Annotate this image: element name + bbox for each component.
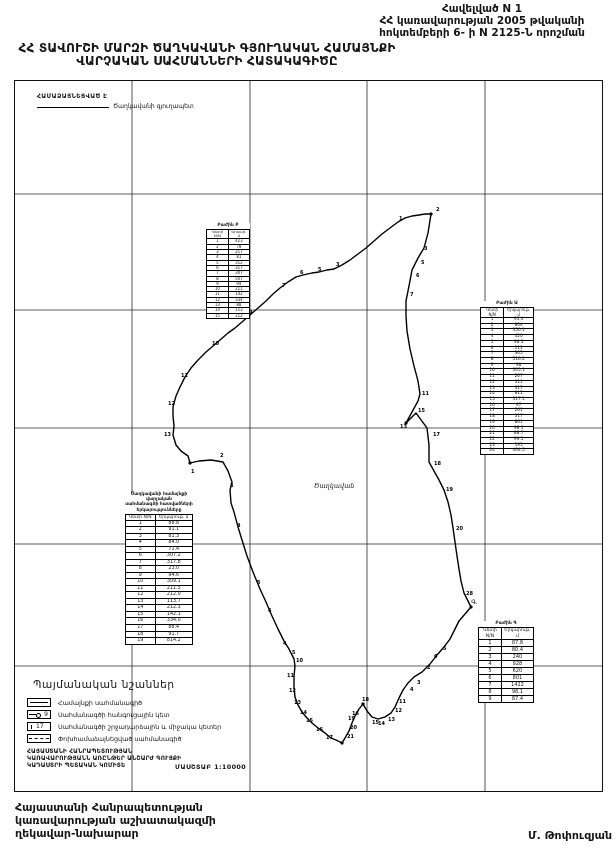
table-row: 16 97 <box>481 403 534 409</box>
table-row: 14 113 <box>207 308 250 313</box>
boundary-point-label: 15 <box>418 408 425 414</box>
column-header: Կետի N/N <box>479 628 502 640</box>
column-header: Կետի N/N <box>126 514 156 520</box>
table-row: 14 811 <box>481 392 534 398</box>
legend-title: Պայմանական նշաններ <box>33 679 175 691</box>
boundary-point-label: 11 <box>287 673 294 679</box>
table-title: Բաժին Գ <box>495 621 517 626</box>
map-frame <box>14 80 603 792</box>
table-row: 2 78 <box>207 244 250 249</box>
approval-label: ՀԱՄԱՁԱՅՆԵՑՎԱԾ Է <box>37 93 108 100</box>
boundary-point-label: 17 <box>433 432 440 438</box>
column-header: Կետի N/N <box>481 308 504 318</box>
table-row: 6 307.2 <box>126 553 193 560</box>
coords-table-section-b <box>206 223 253 319</box>
table-row: 15 317.1 <box>481 398 534 404</box>
table-row: 3 240 <box>479 654 534 661</box>
boundary-point-label: 11 <box>181 373 188 379</box>
symbol-number: 9 <box>44 710 48 718</box>
table-row: 4 84.0 <box>126 540 193 547</box>
table-row: 13 88 <box>207 303 250 308</box>
signatory-line: Հայաստանի Հանրապետության <box>15 801 203 814</box>
table-row: 10 309.1 <box>126 579 193 586</box>
legend-item-label: Փոխհամաձայնեցված սահմանագիծ <box>58 734 182 743</box>
boundary-point-label: 12 <box>289 688 296 694</box>
boundary-point-label: 2 <box>436 207 440 213</box>
turn-points-icon <box>27 722 51 731</box>
boundary-point-label: 5 <box>292 650 296 656</box>
table-title: Բաժին Բ <box>217 223 239 228</box>
signature-blank-line <box>37 101 109 108</box>
appendix-line: հոկտեմբերի 6- ի N 2125-Ն որոշման <box>379 26 585 39</box>
boundary-point-label: 2 <box>220 453 224 459</box>
legend-item <box>27 722 265 731</box>
boundary-point-label: 9 <box>249 310 253 316</box>
node-point-icon <box>27 710 51 719</box>
table-row: 13 113.7 <box>126 598 193 605</box>
boundary-point-label: 4 <box>410 687 414 693</box>
table-row: 11 207 <box>481 375 534 381</box>
table-row: 1 95.4 <box>481 317 534 323</box>
legend-item <box>27 734 265 743</box>
boundary-point-label: 12 <box>395 708 402 714</box>
boundary-point-label: 6 <box>268 608 272 614</box>
coords-table-section-a <box>480 301 534 455</box>
boundary-point-label: 13 <box>294 700 301 706</box>
boundary-node-point <box>188 461 191 464</box>
table-title: Բաժին Ա <box>496 301 518 306</box>
column-header: Երկարութ. մ <box>155 514 192 520</box>
table-row: 9 98 <box>481 363 534 369</box>
coordinate-table <box>125 514 193 645</box>
table-row: 9 94.6 <box>126 572 193 579</box>
boundary-point-label: 12 <box>168 401 175 407</box>
table-row: 15 142.1 <box>126 611 193 618</box>
appendix-line: Հավելված N 1 <box>441 3 523 15</box>
village-label: Ծաղկավան <box>314 482 355 490</box>
boundary-point-label: 10 <box>296 658 303 664</box>
boundary-point-label: 14 <box>378 721 385 727</box>
legend-item <box>27 698 265 707</box>
scale-label: ՄԱՍՇՏԱԲ 1:10000 <box>175 763 247 771</box>
table-row: 7 1422 <box>479 682 534 689</box>
signatory-line: կառավարության աշխատակազմի <box>15 814 216 828</box>
boundary-point-label: 28 <box>466 591 473 597</box>
boundary-node-point <box>429 212 432 215</box>
coords-table-section-g <box>478 621 534 703</box>
approval-signature-line <box>37 101 194 111</box>
table-row: 2 91.1 <box>126 527 193 534</box>
table-row: 18 317 <box>481 415 534 421</box>
table-row: 5 312 <box>207 260 250 265</box>
boundary-point-label: 20 <box>350 725 357 731</box>
table-row: 24 404.5 <box>481 449 534 455</box>
boundary-point-label: 14 <box>300 710 307 716</box>
boundary-point-label: 16 <box>352 711 359 717</box>
boundary-lengths-table <box>125 492 193 645</box>
boundary-point-label: 3 <box>424 246 428 252</box>
table-row: 9 94 <box>207 281 250 286</box>
table-row: 14 212.3 <box>126 605 193 612</box>
table-row: 8 98.1 <box>479 689 534 696</box>
boundary-node-point <box>340 741 343 744</box>
boundary-point-label: 19 <box>446 487 453 493</box>
boundary-point-label: 7 <box>410 292 414 298</box>
table-row: 7 305 <box>481 352 534 358</box>
table-row: 3 81.3 <box>126 533 193 540</box>
table-row: 7 317.8 <box>126 559 193 566</box>
table-row: 22 99.1 <box>481 438 534 444</box>
table-row: 15 212 <box>207 313 250 318</box>
page-title-line-2: ՎԱՐՉԱԿԱՆ ՍԱՀՄԱՆՆԵՐԻ ՀԱՏԱԿԱԳԻԾԸ <box>76 54 338 69</box>
table-row: 19 861 <box>481 420 534 426</box>
signature-name: Մ. Թոփուզյան <box>528 829 613 842</box>
boundary-point-label: 6 <box>434 654 438 660</box>
table-row: 9 87.4 <box>479 696 534 703</box>
column-header: Երկարութ. մ <box>501 628 533 640</box>
table-row: 1 423 <box>207 239 250 244</box>
table-row: 11 142 <box>207 292 250 297</box>
table-row: 10 305.1 <box>481 369 534 375</box>
table-row: 7 307 <box>207 271 250 276</box>
approver-title: Ծաղկավանի գյուղապետ <box>113 103 194 110</box>
boundary-point-label: 7 <box>282 283 286 289</box>
boundary-point-label: 10 <box>212 341 219 347</box>
table-row: 3 350.1 <box>481 329 534 335</box>
boundary-point-label: 4 <box>283 641 287 647</box>
table-row: 1 88.8 <box>126 520 193 527</box>
table-row: 16 334.0 <box>126 618 193 625</box>
boundary-point-label: 15 <box>372 720 379 726</box>
table-row: 12 334 <box>207 297 250 302</box>
boundary-point-label: 21 <box>347 734 354 740</box>
boundary-point-label: 16 <box>316 727 323 733</box>
appendix-line: ՀՀ կառավարության 2005 թվականի <box>379 14 585 27</box>
column-header: Երկարութ. մ <box>504 308 534 318</box>
legend <box>27 679 265 770</box>
table-row: 3 217 <box>207 249 250 254</box>
boundary-point-label: 1 <box>399 216 403 222</box>
table-row: 6 317 <box>207 265 250 270</box>
boundary-point-label: 18 <box>362 697 369 703</box>
boundary-point-label: 5 <box>421 260 425 266</box>
table-row: 5 98.3 <box>481 340 534 346</box>
boundary-point-label: 1 <box>191 469 195 475</box>
issuer-line: ԿԱՌԱՎԱՐՈՒԹՅԱՆՆ ԱՌԸՆԹԵՐ ԱՆՇԱՐԺ ԳՈՒՅՔԻ <box>27 755 182 762</box>
table-row: 6 801 <box>479 675 534 682</box>
boundary-point-label: 4 <box>237 523 241 529</box>
boundary-point-label: 2 <box>427 665 431 671</box>
signatory-line: ղեկավար-նախարար <box>15 827 139 841</box>
approval-block <box>37 92 194 111</box>
issuer-line: ԿԱԴԱՍՏՐԻ ՊԵՏԱԿԱՆ ԿՈՄԻՏԵ <box>27 762 126 769</box>
column-header: Երկար. մ <box>228 230 249 239</box>
boundary-point-label: 5 <box>443 646 447 652</box>
boundary-point-label: 19 <box>348 716 355 722</box>
table-row: 10 211 <box>207 287 250 292</box>
legend-items <box>27 698 265 743</box>
table-row: 1 87.8 <box>479 640 534 647</box>
section-g-label: Գ. <box>471 598 478 606</box>
boundary-point-label: 17 <box>326 735 333 741</box>
table-row: 5 71.4 <box>126 546 193 553</box>
table-row: 6 111 <box>481 346 534 352</box>
table-row: 19 814.2 <box>126 638 193 645</box>
page-title <box>8 42 406 69</box>
table-row: 23 195 <box>481 443 534 449</box>
coordinate-table <box>478 627 534 703</box>
table-row: 2 80.4 <box>479 647 534 654</box>
legend-item <box>27 710 265 719</box>
table-row: 12 212.0 <box>126 592 193 599</box>
boundary-point-label: 5 <box>257 580 261 586</box>
symbol-number: 17 <box>36 722 44 730</box>
boundary-point-label: 11 <box>399 699 406 705</box>
table-row: 20 98.1 <box>481 426 534 432</box>
appendix-note <box>360 4 604 40</box>
table-row: 4 928 <box>479 661 534 668</box>
issuer-line: ՀԱՅԱՍՏԱՆԻ ՀԱՆՐԱՊԵՏՈՒԹՅԱՆ <box>27 749 133 755</box>
table-row: 18 91.7 <box>126 631 193 638</box>
boundary-point-label: 13 <box>400 424 407 430</box>
table-row: 4 81 <box>207 255 250 260</box>
legend-item-label: Սահմանագծի հանգուցային կետ <box>58 710 170 719</box>
boundary-point-label: 11 <box>422 391 429 397</box>
boundary-point-label: 13 <box>164 432 171 438</box>
table-row: 13 317 <box>481 386 534 392</box>
issuer-block <box>27 749 192 770</box>
table-row: 17 88.4 <box>126 625 193 632</box>
boundary-point-label: 6 <box>416 273 420 279</box>
legend-item-label: Սահմանագծի շրջադարձային և միջակա կետեր <box>58 722 222 731</box>
boundary-point-label: 18 <box>434 461 441 467</box>
table-row: 17 261 <box>481 409 534 415</box>
dashed-line-icon <box>27 734 51 743</box>
table-row: 8 516.2 <box>481 357 534 363</box>
table-row: 4 420 <box>481 335 534 341</box>
table-title: Ծաղկավանի համայնքի վարչական սահմանագծի հատվածների երկարությունները <box>125 492 193 513</box>
legend-item-label: Համայնքի սահմանագիծ <box>58 698 143 707</box>
boundary-point-label: 3 <box>230 483 234 489</box>
boundary-point-label: 20 <box>456 526 463 532</box>
table-row: 12 311 <box>481 380 534 386</box>
page-title-line-1: ՀՀ ՏԱՎՈՒՇԻ ՄԱՐԶԻ ԾԱՂԿԱՎԱՆԻ ԳՅՈՒՂԱԿԱՆ ՀԱՄԱՅՆՔԻ <box>18 41 396 55</box>
boundary-point-label: 6 <box>300 270 304 276</box>
boundary-point-label: 3 <box>336 262 340 268</box>
signatory-title-block <box>15 801 216 841</box>
boundary-point-label: 13 <box>388 717 395 723</box>
boundary-point-label: 5 <box>318 267 322 273</box>
table-row: 11 211.5 <box>126 585 193 592</box>
boundary-point-label: 15 <box>306 718 313 724</box>
column-header: Կետի N/N <box>207 230 229 239</box>
table-row: 8 23.0 <box>126 566 193 573</box>
table-row: 8 507 <box>207 276 250 281</box>
coordinate-table <box>480 307 534 455</box>
coordinate-table <box>206 229 253 319</box>
table-row: 5 620 <box>479 668 534 675</box>
boundary-point-label: 3 <box>417 680 421 686</box>
solid-line-icon <box>27 698 51 707</box>
table-row: 2 804 <box>481 323 534 329</box>
table-row: 21 88.7 <box>481 432 534 438</box>
